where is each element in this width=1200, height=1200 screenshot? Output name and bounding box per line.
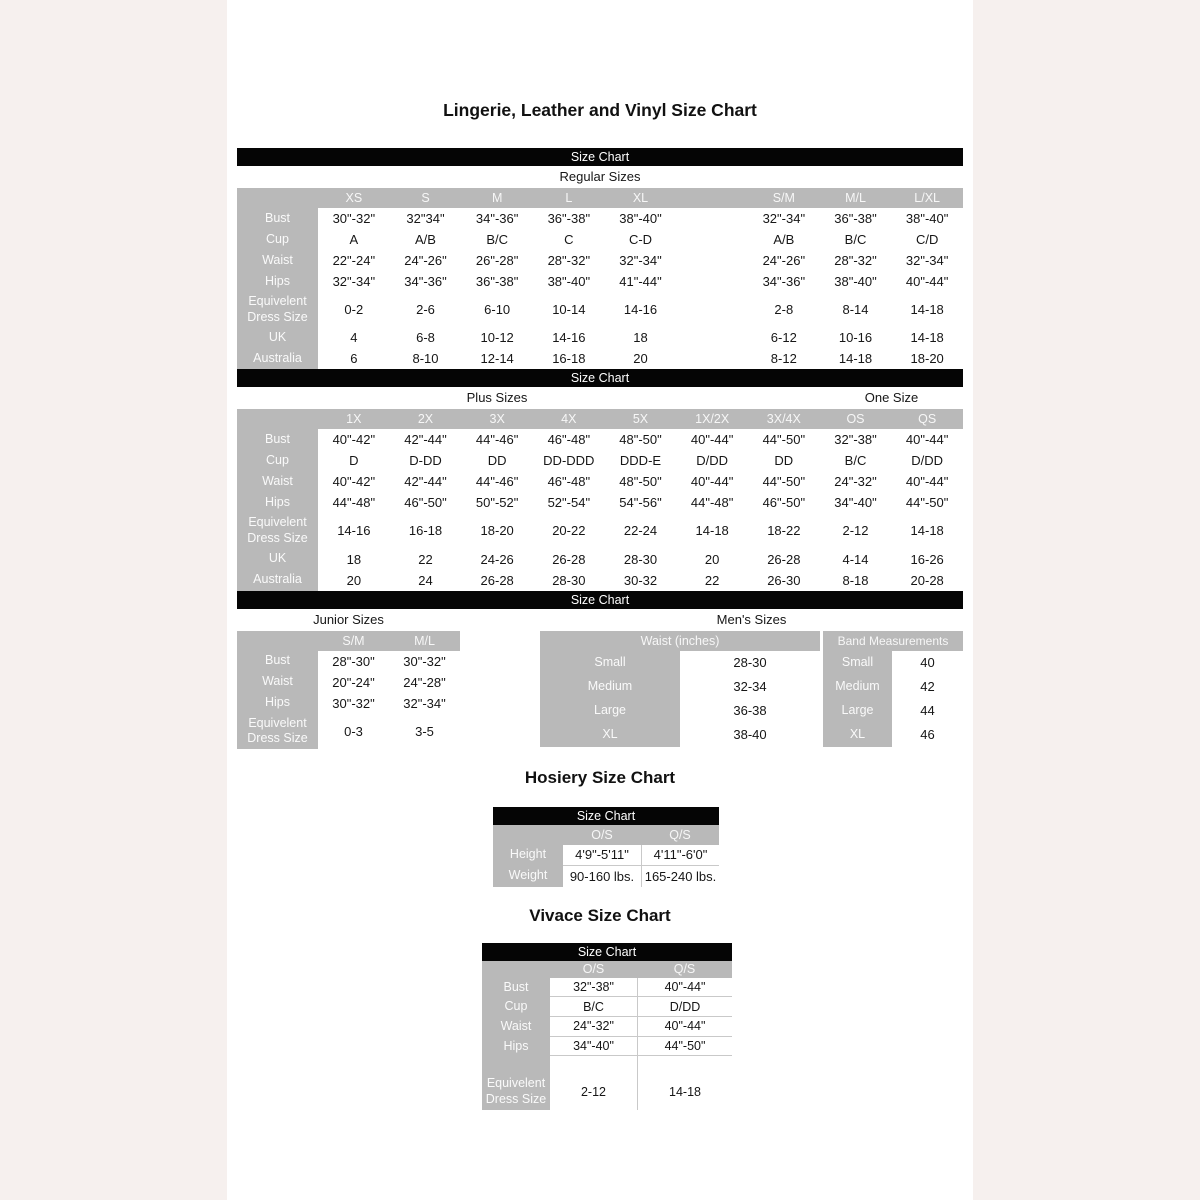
- value-cell: B/C: [820, 229, 892, 250]
- row-label: UK: [237, 549, 318, 570]
- value-cell: 10-14: [533, 292, 605, 327]
- column-header: O/S: [563, 825, 641, 845]
- column-header: L/XL: [891, 188, 963, 208]
- row-label: Small: [823, 651, 892, 675]
- column-header: S: [390, 188, 462, 208]
- row-label: Hips: [237, 271, 318, 292]
- value-cell: 40: [892, 651, 963, 675]
- row-label: Bust: [237, 651, 318, 672]
- value-cell: [676, 271, 748, 292]
- value-cell: 28-30: [533, 570, 605, 591]
- content-band: [227, 0, 973, 1200]
- value-cell: 18-20: [461, 513, 533, 548]
- value-cell: 30"-32": [389, 651, 460, 672]
- value-cell: 2-12: [820, 513, 892, 548]
- value-cell: 22: [390, 549, 462, 570]
- hosiery-size-chart: [493, 807, 719, 887]
- value-cell: 14-18: [637, 1074, 732, 1109]
- value-cell: A: [318, 229, 390, 250]
- value-cell: DD: [748, 450, 820, 471]
- value-cell: 6: [318, 348, 390, 369]
- plus-sizes-table: [237, 409, 963, 590]
- value-cell: 46: [892, 723, 963, 747]
- value-cell: 14-18: [820, 348, 892, 369]
- value-cell: [676, 208, 748, 229]
- value-cell: 26-28: [748, 549, 820, 570]
- row-label: Equivelent Dress Size: [237, 714, 318, 749]
- value-cell: 14-18: [891, 292, 963, 327]
- value-cell: 42"-44": [390, 429, 462, 450]
- vivace-size-chart: [482, 943, 732, 1110]
- value-cell: 40"-44": [637, 1017, 732, 1037]
- value-cell: 16-18: [390, 513, 462, 548]
- value-cell: [676, 250, 748, 271]
- value-cell: [676, 229, 748, 250]
- value-cell: 38-40: [680, 723, 820, 747]
- table-corner: [237, 631, 318, 651]
- value-cell: 16-26: [891, 549, 963, 570]
- value-cell: 4-14: [820, 549, 892, 570]
- row-label: Bust: [237, 429, 318, 450]
- waist-inches-header: Waist (inches): [540, 631, 820, 651]
- value-cell: 44"-46": [461, 429, 533, 450]
- column-header: S/M: [748, 188, 820, 208]
- value-cell: 50"-52": [461, 492, 533, 513]
- row-label: Hips: [237, 693, 318, 714]
- value-cell: B/C: [820, 450, 892, 471]
- row-label: Waist: [482, 1017, 550, 1037]
- value-cell: 2-12: [550, 1074, 637, 1109]
- table-corner: [237, 409, 318, 429]
- row-label: Height: [493, 845, 563, 866]
- hosiery-chart-title: Hosiery Size Chart: [524, 767, 676, 787]
- value-cell: 6-8: [390, 327, 462, 348]
- value-cell: 32"-38": [550, 978, 637, 998]
- column-header: S/M: [318, 631, 389, 651]
- value-cell: 14-18: [891, 513, 963, 548]
- value-cell: DDD-E: [605, 450, 677, 471]
- row-label: XL: [540, 723, 680, 747]
- value-cell: 26"-28": [461, 250, 533, 271]
- value-cell: A/B: [748, 229, 820, 250]
- value-cell: 32"-34": [318, 271, 390, 292]
- column-header: Q/S: [641, 825, 719, 845]
- value-cell: 40"-44": [676, 471, 748, 492]
- value-cell: 20: [318, 570, 390, 591]
- row-label: Australia: [237, 348, 318, 369]
- value-cell: 44"-48": [318, 492, 390, 513]
- size-chart-banner: Size Chart: [237, 148, 963, 166]
- value-cell: 32"-38": [820, 429, 892, 450]
- value-cell: 8-14: [820, 292, 892, 327]
- column-header: L: [533, 188, 605, 208]
- column-header: Q/S: [637, 961, 732, 978]
- value-cell: D/DD: [676, 450, 748, 471]
- value-cell: 18: [318, 549, 390, 570]
- value-cell: D/DD: [891, 450, 963, 471]
- value-cell: 42: [892, 675, 963, 699]
- column-header: 3X: [461, 409, 533, 429]
- value-cell: 14-16: [318, 513, 390, 548]
- value-cell: 24"-28": [389, 672, 460, 693]
- plus-one-size-heading-row: [237, 387, 963, 409]
- row-label: Large: [540, 699, 680, 723]
- value-cell: 8-10: [390, 348, 462, 369]
- value-cell: 28"-32": [533, 250, 605, 271]
- value-cell: 18-22: [748, 513, 820, 548]
- value-cell: 44"-50": [891, 492, 963, 513]
- row-label: Cup: [482, 997, 550, 1017]
- value-cell: [676, 327, 748, 348]
- column-header: QS: [891, 409, 963, 429]
- row-label: UK: [237, 327, 318, 348]
- value-cell: 18: [605, 327, 677, 348]
- value-cell: D: [318, 450, 390, 471]
- value-cell: 44"-46": [461, 471, 533, 492]
- value-cell: 90-160 lbs.: [563, 866, 641, 887]
- row-label: Waist: [237, 672, 318, 693]
- row-label: Waist: [237, 471, 318, 492]
- junior-mens-tables: [237, 631, 963, 749]
- value-cell: 26-28: [533, 549, 605, 570]
- plus-sizes-heading: Plus Sizes: [466, 390, 528, 406]
- value-cell: 44"-50": [748, 471, 820, 492]
- value-cell: 22"-24": [318, 250, 390, 271]
- value-cell: 10-16: [820, 327, 892, 348]
- row-label: Cup: [237, 450, 318, 471]
- value-cell: 26-28: [461, 570, 533, 591]
- row-label: Hips: [237, 492, 318, 513]
- value-cell: A/B: [390, 229, 462, 250]
- value-cell: 34"-40": [820, 492, 892, 513]
- regular-sizes-table: [237, 188, 963, 369]
- vivace-chart-title: Vivace Size Chart: [529, 905, 671, 925]
- value-cell: 44"-48": [676, 492, 748, 513]
- column-header: 1X/2X: [676, 409, 748, 429]
- value-cell: 40"-44": [891, 429, 963, 450]
- value-cell: 165-240 lbs.: [641, 866, 719, 887]
- row-label: Bust: [237, 208, 318, 229]
- value-cell: DD: [461, 450, 533, 471]
- value-cell: B/C: [550, 997, 637, 1017]
- row-label: Large: [823, 699, 892, 723]
- vivace-table: [482, 961, 732, 1110]
- value-cell: 8-18: [820, 570, 892, 591]
- value-cell: 36"-38": [533, 208, 605, 229]
- value-cell: 42"-44": [390, 471, 462, 492]
- value-cell: 44"-50": [748, 429, 820, 450]
- value-cell: [550, 1056, 637, 1074]
- value-cell: [676, 292, 748, 327]
- value-cell: 20-22: [533, 513, 605, 548]
- column-header: M: [461, 188, 533, 208]
- value-cell: 38"-40": [820, 271, 892, 292]
- value-cell: 10-12: [461, 327, 533, 348]
- value-cell: 2-6: [390, 292, 462, 327]
- value-cell: 38"-40": [891, 208, 963, 229]
- value-cell: 8-12: [748, 348, 820, 369]
- junior-mens-heading-row: [237, 609, 963, 631]
- column-header: 2X: [390, 409, 462, 429]
- value-cell: 24-26: [461, 549, 533, 570]
- value-cell: 40"-42": [318, 471, 390, 492]
- value-cell: 0-3: [318, 714, 389, 749]
- size-chart-banner: Size Chart: [237, 591, 963, 609]
- row-label: Equivelent Dress Size: [237, 292, 318, 327]
- value-cell: 46"-50": [748, 492, 820, 513]
- row-label: Medium: [823, 675, 892, 699]
- value-cell: 3-5: [389, 714, 460, 749]
- one-size-heading: One Size: [864, 390, 919, 406]
- row-label: Bust: [482, 978, 550, 998]
- row-label: Waist: [237, 250, 318, 271]
- value-cell: 20-28: [891, 570, 963, 591]
- row-label: Cup: [237, 229, 318, 250]
- value-cell: 4: [318, 327, 390, 348]
- column-header: M/L: [389, 631, 460, 651]
- value-cell: 12-14: [461, 348, 533, 369]
- value-cell: 14-18: [891, 327, 963, 348]
- row-label: Medium: [540, 675, 680, 699]
- column-header: O/S: [550, 961, 637, 978]
- value-cell: 14-18: [676, 513, 748, 548]
- value-cell: 32"34": [390, 208, 462, 229]
- row-label: [482, 1056, 550, 1074]
- value-cell: 2-8: [748, 292, 820, 327]
- column-header: OS: [820, 409, 892, 429]
- column-header: 3X/4X: [748, 409, 820, 429]
- value-cell: 32"-34": [748, 208, 820, 229]
- value-cell: C: [533, 229, 605, 250]
- value-cell: 22: [676, 570, 748, 591]
- junior-sizes-heading: Junior Sizes: [313, 611, 384, 627]
- value-cell: 32"-34": [891, 250, 963, 271]
- value-cell: 46"-50": [390, 492, 462, 513]
- size-chart-banner: Size Chart: [493, 807, 719, 825]
- value-cell: 30-32: [605, 570, 677, 591]
- value-cell: [676, 348, 748, 369]
- value-cell: 54"-56": [605, 492, 677, 513]
- value-cell: C-D: [605, 229, 677, 250]
- value-cell: 36"-38": [820, 208, 892, 229]
- value-cell: 24"-32": [550, 1017, 637, 1037]
- value-cell: 34"-36": [390, 271, 462, 292]
- value-cell: 20: [676, 549, 748, 570]
- value-cell: [637, 1056, 732, 1074]
- value-cell: 14-16: [605, 292, 677, 327]
- value-cell: 24"-32": [820, 471, 892, 492]
- value-cell: 30"-32": [318, 693, 389, 714]
- table-corner: [482, 961, 550, 978]
- mens-sizes-heading: Men's Sizes: [716, 611, 787, 627]
- value-cell: 24"-26": [390, 250, 462, 271]
- column-header: M/L: [820, 188, 892, 208]
- value-cell: 20: [605, 348, 677, 369]
- value-cell: 44: [892, 699, 963, 723]
- page-title: Lingerie, Leather and Vinyl Size Chart: [443, 100, 757, 120]
- value-cell: 38"-40": [605, 208, 677, 229]
- size-chart-banner: Size Chart: [482, 943, 732, 961]
- column-header: [676, 188, 748, 208]
- mens-band-table: [823, 631, 963, 747]
- value-cell: 32-34: [680, 675, 820, 699]
- value-cell: 18-20: [891, 348, 963, 369]
- regular-sizes-heading-row: [237, 166, 963, 188]
- value-cell: 28"-32": [820, 250, 892, 271]
- value-cell: 32"-34": [605, 250, 677, 271]
- row-label: Equivelent Dress Size: [237, 513, 318, 548]
- value-cell: 48"-50": [605, 429, 677, 450]
- mens-waist-table: [540, 631, 820, 747]
- value-cell: 32"-34": [389, 693, 460, 714]
- regular-sizes-heading: Regular Sizes: [559, 169, 641, 184]
- value-cell: B/C: [461, 229, 533, 250]
- value-cell: 40"-44": [891, 271, 963, 292]
- value-cell: 34"-40": [550, 1037, 637, 1057]
- value-cell: 6-12: [748, 327, 820, 348]
- value-cell: 40"-44": [676, 429, 748, 450]
- column-header: 4X: [533, 409, 605, 429]
- table-corner: [493, 825, 563, 845]
- lingerie-size-chart: [237, 148, 963, 749]
- table-corner: [237, 188, 318, 208]
- value-cell: 48"-50": [605, 471, 677, 492]
- value-cell: 28-30: [680, 651, 820, 675]
- value-cell: 30"-32": [318, 208, 390, 229]
- value-cell: 52"-54": [533, 492, 605, 513]
- value-cell: 46"-48": [533, 471, 605, 492]
- value-cell: 40"-44": [891, 471, 963, 492]
- junior-sizes-table: [237, 631, 460, 749]
- row-label: Australia: [237, 570, 318, 591]
- band-measurements-header: Band Measurements: [823, 631, 963, 651]
- hosiery-table: [493, 825, 719, 887]
- value-cell: 16-18: [533, 348, 605, 369]
- column-header: XS: [318, 188, 390, 208]
- value-cell: 44"-50": [637, 1037, 732, 1057]
- value-cell: 4'11"-6'0": [641, 845, 719, 866]
- value-cell: 0-2: [318, 292, 390, 327]
- value-cell: 34"-36": [461, 208, 533, 229]
- column-header: 1X: [318, 409, 390, 429]
- value-cell: 6-10: [461, 292, 533, 327]
- row-label: Weight: [493, 866, 563, 887]
- value-cell: D/DD: [637, 997, 732, 1017]
- value-cell: 28"-30": [318, 651, 389, 672]
- value-cell: D-DD: [390, 450, 462, 471]
- value-cell: 26-30: [748, 570, 820, 591]
- row-label: Small: [540, 651, 680, 675]
- value-cell: 36"-38": [461, 271, 533, 292]
- value-cell: 22-24: [605, 513, 677, 548]
- value-cell: 28-30: [605, 549, 677, 570]
- value-cell: 46"-48": [533, 429, 605, 450]
- row-label: XL: [823, 723, 892, 747]
- size-chart-banner: Size Chart: [237, 369, 963, 387]
- value-cell: 36-38: [680, 699, 820, 723]
- column-header: XL: [605, 188, 677, 208]
- value-cell: 38"-40": [533, 271, 605, 292]
- row-label: Equivelent Dress Size: [482, 1074, 550, 1109]
- value-cell: 4'9"-5'11": [563, 845, 641, 866]
- value-cell: DD-DDD: [533, 450, 605, 471]
- row-label: Hips: [482, 1037, 550, 1057]
- value-cell: 14-16: [533, 327, 605, 348]
- value-cell: 24: [390, 570, 462, 591]
- value-cell: C/D: [891, 229, 963, 250]
- value-cell: 40"-42": [318, 429, 390, 450]
- value-cell: 40"-44": [637, 978, 732, 998]
- value-cell: 41"-44": [605, 271, 677, 292]
- value-cell: 24"-26": [748, 250, 820, 271]
- column-header: 5X: [605, 409, 677, 429]
- value-cell: 20"-24": [318, 672, 389, 693]
- value-cell: 34"-36": [748, 271, 820, 292]
